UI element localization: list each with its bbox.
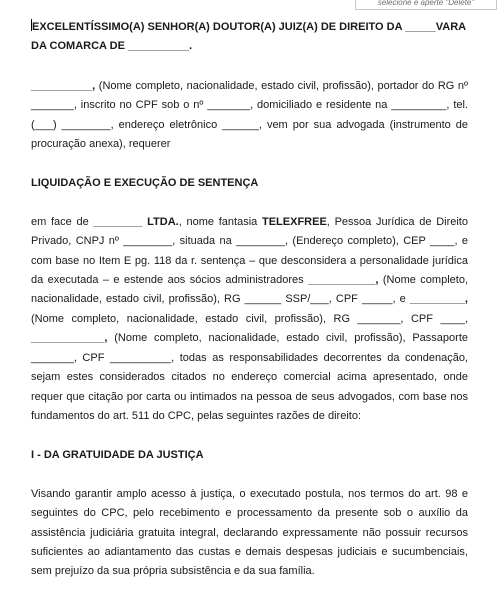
section1-title: I - DA GRATUIDADE DA JUSTIÇA: [31, 449, 204, 462]
section1-paragraph: Visando garantir amplo acesso à justiça, o executado postula, nos termos do art. 98 e seguintes do CPC, pelo recebimento e processamento da presente sob o auxílio da assistência judiciária gratuita integral, declarando expressamente não possuir recursos suficientes ao adiantamento das custas e demais despesas judiciais e sucumbenciais, sem prejuízo da sua própria subsistência e da sua família.: [31, 487, 468, 578]
body-part2: , Pessoa Jurídica de Direito Privado, CNPJ nº ________, situada na ________, (Endereço completo), CEP ____, e com base no Item E pg. 118 da r. sentença – que desconsidera a personalidade jurídica da executada – e estende aos sócios administradores: [31, 215, 468, 287]
fantasy-name: TELEXFREE: [262, 215, 327, 228]
partner2-name-blank: _________,: [409, 293, 468, 306]
body-lead: em face de: [31, 215, 94, 228]
court-address-line1: EXCELENTÍSSIMO(A) SENHOR(A) DOUTOR(A) JUIZ(A) DE DIREITO DA _____VARA: [32, 21, 467, 33]
plaintiff-name-blank: __________,: [31, 79, 96, 92]
court-address: [31, 18, 468, 57]
body-paragraph: [31, 213, 468, 426]
body-part3: (Nome completo, nacionalidade, estado civil, profissão), RG ______ SSP/___, CPF _____, e: [31, 274, 468, 306]
intro-text: (Nome completo, nacionalidade, estado civil, profissão), portador do RG nº _______, inscrito no CPF sob o nº _______, domiciliado e residente na _________, tel. (___) ________, endereço eletrônico ______, vem por sua advogada (instrumento de procuração anexa), requerer: [31, 79, 468, 151]
body-part4: (Nome completo, nacionalidade, estado civil, profissão), RG _______, CPF ____,: [31, 312, 468, 325]
intro-paragraph: [31, 77, 468, 155]
fantasy-intro: , nome fantasia: [178, 215, 262, 228]
company-name-blank: ________ LTDA.: [93, 215, 179, 228]
partner1-name-blank: ___________,: [308, 274, 379, 287]
document-title: LIQUIDAÇÃO E EXECUÇÃO DE SENTENÇA: [31, 177, 259, 190]
delete-hint-tooltip: selecione e aperte "Delete": [355, 0, 497, 10]
body-part5: (Nome completo, nacionalidade, estado civil, profissão), Passaporte _______, CPF __________, todas as responsabilidades decorrentes da condenação, sejam estes considerados citados no endereço comercial acima apresentado, onde requer que citação por carta ou intimados na pessoa de seus advogados, com base nos fundamentos do art. 511 do CPC, pelas seguintes razões de direito:: [31, 332, 468, 422]
partner3-name-blank: ____________,: [31, 332, 108, 345]
document-body[interactable]: [31, 18, 468, 582]
court-address-line2: DA COMARCA DE __________.: [31, 40, 193, 53]
